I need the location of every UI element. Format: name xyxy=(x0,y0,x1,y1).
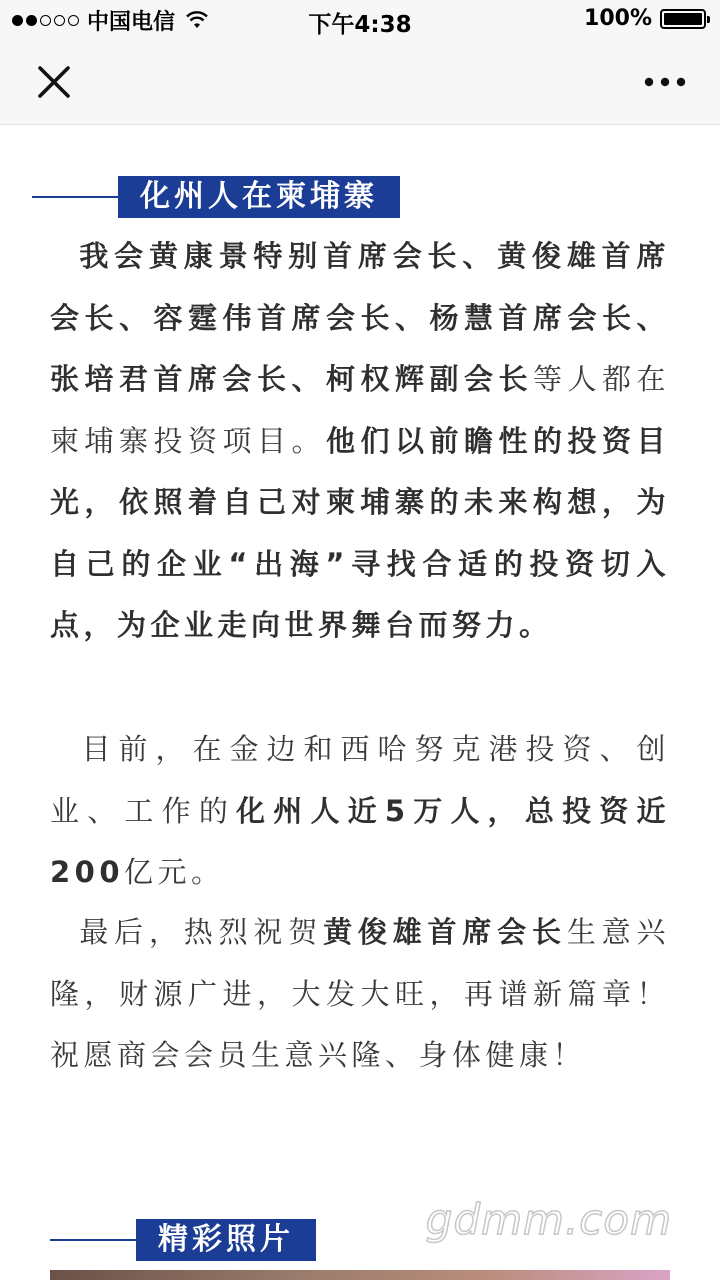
status-bar xyxy=(0,0,720,40)
section-header xyxy=(32,176,432,218)
para2-normal-a: 目前，在金边和西哈努克港投资、创业、工作的 xyxy=(50,732,670,828)
section-header xyxy=(50,1219,340,1261)
section-title: 化州人在柬埔寨 xyxy=(118,176,400,218)
carrier-name: 中国电信 xyxy=(87,9,176,35)
para2-bold-a: 化州人近5万人，总投资近200 xyxy=(50,793,670,889)
para3-normal-a: 最后，热烈祝贺 xyxy=(78,915,324,949)
para1-bold-b: 他们以前瞻性的投资目光，依照着自己对柬埔寨的未来构想，为自己的企业“出海”寻找合适的投资切入点，为企业走向世界舞台而努力。 xyxy=(50,423,670,642)
section-title: 精彩照片 xyxy=(136,1219,316,1261)
close-icon[interactable] xyxy=(34,62,74,102)
para1-bold-a: 我会黄康景特别首席会长、黄俊雄首席会长、容霆伟首席会长、杨慧首席会长、张培君首席会长、柯权辉副会长 xyxy=(50,239,670,396)
para3-bold-a: 黄俊雄首席会长 xyxy=(323,915,567,949)
watermark: gdmm.com xyxy=(425,1195,672,1244)
para2-normal-b: 亿元。 xyxy=(124,855,225,889)
status-right xyxy=(584,6,706,31)
battery-icon xyxy=(660,9,706,29)
photo xyxy=(50,1270,670,1280)
section-header-line xyxy=(32,196,118,198)
article-paragraph xyxy=(50,719,670,904)
nav-bar xyxy=(0,40,720,125)
article-paragraph xyxy=(50,902,670,1087)
article-paragraph xyxy=(50,226,670,657)
status-time: 下午4:38 xyxy=(308,12,412,38)
para3-normal-b: 生意兴隆，财源广进，大发大旺，再谱新篇章！祝愿商会会员生意兴隆、身体健康！ xyxy=(50,915,670,1072)
battery-percent: 100% xyxy=(584,6,652,31)
section-header-line xyxy=(50,1239,136,1241)
more-icon[interactable] xyxy=(640,62,690,102)
para1-normal-a: 等人都在柬埔寨投资项目。 xyxy=(50,362,670,458)
